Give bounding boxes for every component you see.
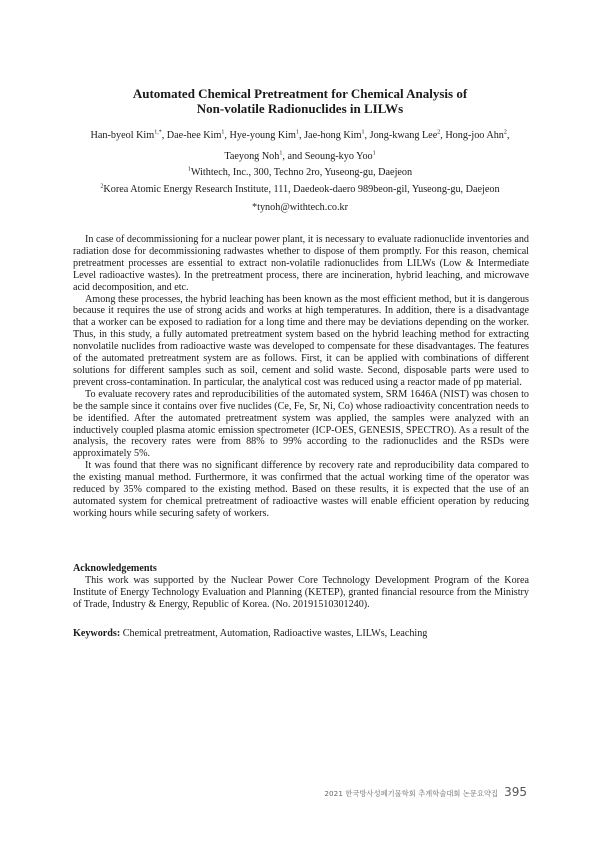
author-affil-mark: 1 (372, 150, 376, 157)
proceedings-title: 2021 한국방사성폐기물학회 추계학술대회 논문요약집 (324, 789, 499, 798)
keywords-text: Chemical pretreatment, Automation, Radioactive wastes, LILWs, Leaching (120, 628, 428, 639)
author-affil-mark: 1 (295, 129, 299, 136)
body-paragraph-4: It was found that there was no significant difference by recovery rate and reproducibility data compared to the existing manual method. Furthermore, it was confirmed that the actual working time of the operator was reduced by 35% compared to the existing method. Based on these results, it is expected that the use of an automated system for chemical pretreatment of radioactive wastes will enable efficient operation by reducing working hours while securing safety of workers. (73, 460, 529, 519)
author-name: Taeyong Noh (224, 151, 280, 162)
author-line-2 (60, 146, 540, 167)
body-paragraph-3: To evaluate recovery rates and reproducibilities of the automated system, SRM 1646A (NIST) was chosen to be the sample since it contains over five nuclides (Ce, Fe, Sr, Ni, Co) whose radioactivity concentration needs to be identified. After the automated pretreatment system was applied, the samples were analyzed with an inductively coupled plasma atomic emission spectrometer (ICP-OES, GENESIS, SPECTRO). As a result of the analysis, the recovery rates were from 88% to 99% according to the radionuclides and the RSDs were approximately 5%. (73, 388, 529, 460)
page-number: 395 (504, 785, 527, 799)
author-name: , Hong-joo Ahn (440, 130, 504, 141)
affiliation-mark: 2 (100, 183, 104, 190)
keywords-line (73, 628, 529, 640)
affiliation-mark: 1 (187, 166, 191, 173)
keywords-label: Keywords: (73, 628, 121, 639)
author-name: , Dae-hee Kim (161, 130, 222, 141)
acknowledgements-text: This work was supported by the Nuclear Power Core Technology Development Program of the Korea Institute of Energy Technology Evaluation and Planning (KETEP), granted financial resource from the Ministry of Trade, Industry & Energy, Republic of Korea. (No. 20191510301240). (73, 575, 529, 610)
page-footer (324, 785, 527, 799)
author-separator: , (506, 130, 510, 141)
author-name: , Jae-hong Kim (298, 130, 362, 141)
author-affil-mark: 2 (437, 129, 441, 136)
corresponding-email: *tynoh@withtech.co.kr (252, 202, 348, 213)
author-name: , Jong-kwang Lee (364, 130, 438, 141)
author-affil-mark: 1 (221, 129, 225, 136)
affiliation-text: Korea Atomic Energy Research Institute, 111, Daedeok-daero 989beon-gil, Yuseong-gu, Daejeon (103, 184, 500, 195)
affiliation-2 (60, 183, 540, 196)
author-affil-mark: 2 (503, 129, 507, 136)
author-line-1 (60, 125, 540, 146)
title-line-1: Automated Chemical Pretreatment for Chemical Analysis of (132, 86, 468, 101)
affiliation-1 (60, 166, 540, 179)
title-line-2: Non-volatile Radionuclides in LILWs (196, 101, 404, 116)
author-affil-mark: 1 (279, 150, 283, 157)
author-list (60, 125, 540, 167)
abstract-body (73, 234, 529, 520)
author-name: , and Seoung-kyo Yoo (282, 151, 373, 162)
body-paragraph-2: Among these processes, the hybrid leaching has been known as the most efficient method, but it is dangerous because it requires the use of strong acids and works at high temperatures. In addition, there is a disadvantage that a worker can be exposed to radiation for a long time and there may be deviations depending on the worker. Thus, in this study, a fully automated pretreatment system based on the hybrid leaching method for extracting nonvolatile nuclides from radioactive waste was developed to compensate for these disadvantages. The features of the automated pretreatment system are as follows. First, it can be applied with combinations of different solutions for different samples such as soil, cement and solid waste. Second, disposable parts were used to prevent cross-contamination. In particular, the analytical cost was reduced using a reactor made of pp material. (73, 293, 529, 388)
author-affil-mark: 1 (361, 129, 365, 136)
author-name: Han-byeol Kim (90, 130, 155, 141)
paper-title (60, 86, 540, 116)
acknowledgements-heading: Acknowledgements (73, 563, 157, 574)
author-affil-mark: 1,* (154, 129, 162, 136)
author-name: , Hye-young Kim (224, 130, 296, 141)
affiliation-text: Withtech, Inc., 300, Techno 2ro, Yuseong-gu, Daejeon (190, 167, 413, 178)
body-paragraph-1: In case of decommissioning for a nuclear power plant, it is necessary to evaluate radionuclide inventories and radiation dose for decommissioning radwastes whether to dispose of them promptly. For this reason, chemical pretreatment processes are essential to extract non-volatile radionuclides from LILWs (Low & Intermediate Level radioactive wastes). In the pretreatment process, there are incineration, hybrid leaching, and microwave acid decomposition, and etc. (73, 234, 529, 293)
